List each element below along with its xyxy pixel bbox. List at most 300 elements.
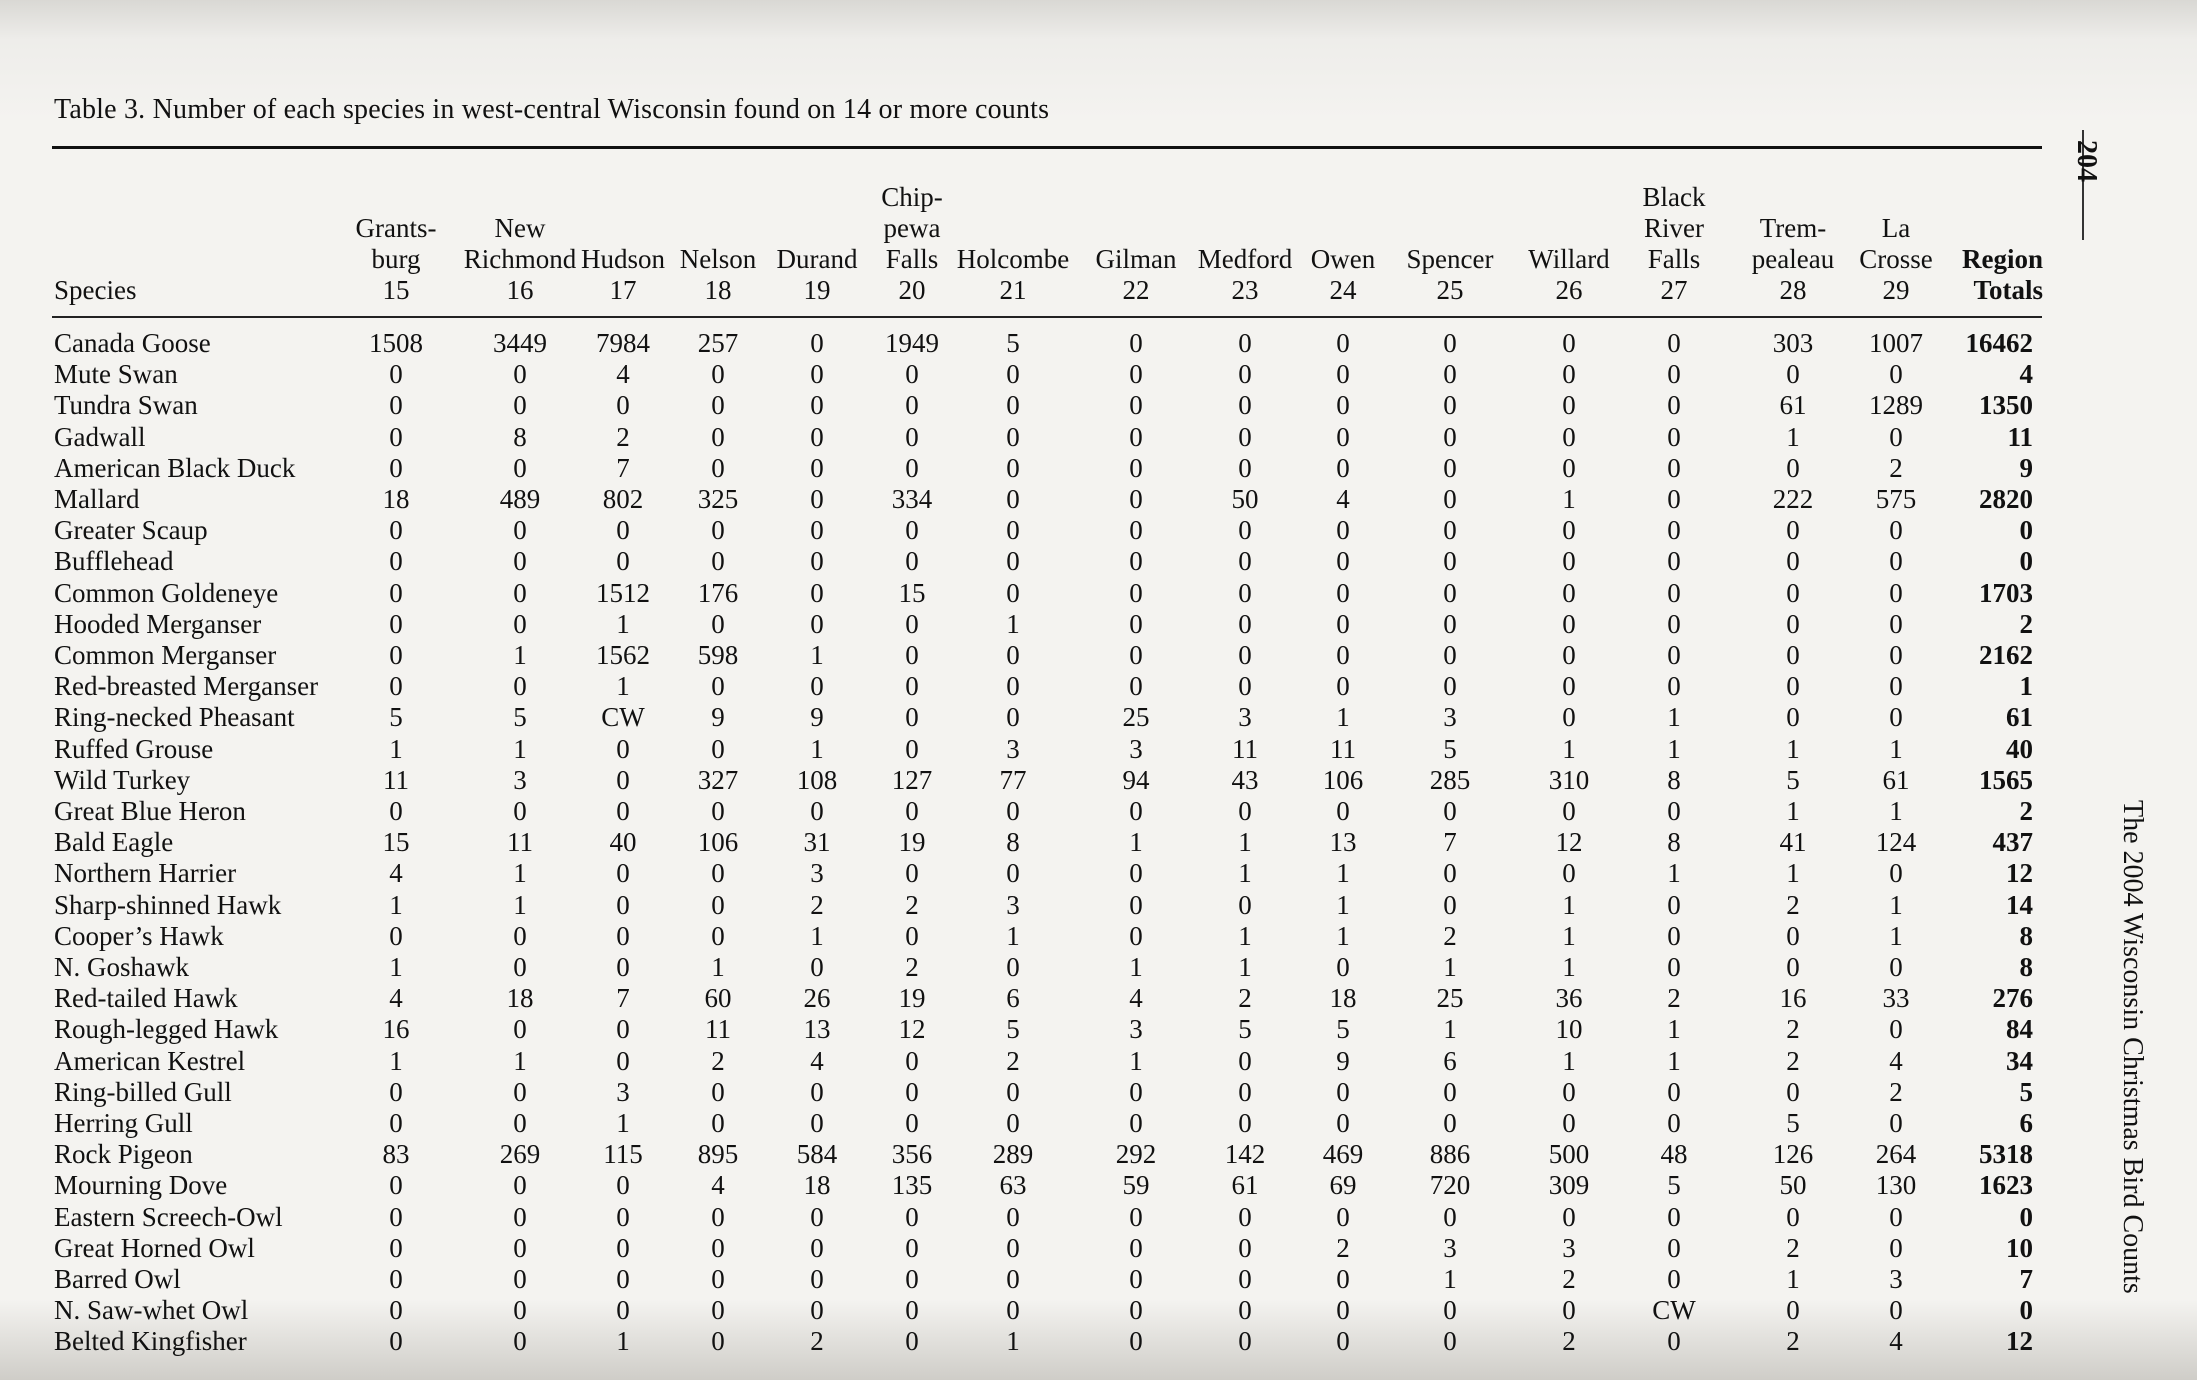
page-number: 204: [2071, 140, 2102, 182]
count-cell: 5: [1786, 764, 1800, 795]
count-cell: 0: [1667, 1201, 1681, 1232]
count-cell: 0: [711, 359, 725, 390]
count-cell: 0: [1129, 608, 1143, 639]
table-row: [0, 1046, 2060, 1077]
count-cell: 1: [1562, 952, 1576, 982]
count-cell: 0: [616, 764, 630, 795]
count-cell: 0: [1129, 390, 1143, 421]
column-header-text: Durand: [776, 244, 858, 274]
count-cell: 0: [513, 359, 527, 390]
count-cell: 0: [389, 1201, 403, 1232]
count-cell: 886: [1429, 1139, 1471, 1170]
running-head: The 2004 Wisconsin Christmas Bird Counts: [2117, 800, 2148, 1294]
count-cell: 0: [905, 452, 919, 483]
table-row: [0, 827, 2060, 858]
count-cell: 2: [1562, 1264, 1576, 1294]
count-cell: 0: [905, 421, 919, 452]
count-cell: 0: [1443, 546, 1457, 577]
count-cell: 6: [1443, 1045, 1457, 1076]
count-cell: 0: [905, 1232, 919, 1263]
count-cell: 0: [1786, 1201, 1800, 1232]
count-cell: 0: [1006, 702, 1020, 733]
column-header-text: Richmond: [463, 244, 577, 274]
table-row: [0, 422, 2060, 453]
count-cell: 2: [1238, 983, 1252, 1014]
count-cell: 5: [1443, 733, 1457, 764]
count-cell: 94: [1122, 764, 1150, 795]
column-header-text: Trem-: [1759, 213, 1827, 243]
count-cell: 0: [1443, 608, 1457, 639]
count-cell: 1: [1667, 858, 1681, 889]
count-cell: 124: [1875, 827, 1917, 858]
region-total-cell: 14: [2006, 889, 2033, 920]
count-cell: 0: [1006, 952, 1020, 982]
count-cell: 1: [810, 640, 824, 670]
count-cell: 0: [905, 796, 919, 826]
region-total-cell: 34: [2006, 1045, 2033, 1076]
table-row: [0, 484, 2060, 515]
count-cell: 8: [513, 421, 527, 452]
count-cell: 0: [1129, 796, 1143, 826]
count-cell: CW: [601, 702, 645, 733]
count-cell: 1: [1562, 484, 1576, 514]
count-cell: 18: [506, 983, 534, 1014]
count-cell: 1: [1006, 1326, 1020, 1357]
species-name: Wild Turkey: [54, 764, 191, 795]
count-cell: 0: [1667, 515, 1681, 546]
count-cell: 0: [1667, 889, 1681, 920]
count-cell: 0: [389, 515, 403, 546]
species-name: Red-tailed Hawk: [54, 983, 238, 1014]
count-cell: 5: [1006, 1014, 1020, 1045]
table-row: [0, 983, 2060, 1014]
count-cell: 0: [1562, 359, 1576, 390]
count-cell: 0: [1336, 452, 1350, 483]
column-count-number: 21: [999, 275, 1027, 305]
count-cell: 0: [389, 1076, 403, 1107]
count-cell: 289: [992, 1139, 1034, 1170]
count-cell: 1: [810, 733, 824, 764]
count-cell: 0: [389, 421, 403, 452]
species-name: Common Goldeneye: [54, 577, 279, 608]
table-row: [0, 578, 2060, 609]
count-cell: 8: [1667, 764, 1681, 795]
count-cell: 6: [1006, 983, 1020, 1014]
count-cell: 1: [616, 608, 630, 639]
count-cell: 0: [1006, 359, 1020, 390]
count-cell: 0: [389, 546, 403, 577]
count-cell: 11: [1232, 733, 1258, 764]
count-cell: 1562: [596, 640, 650, 670]
count-cell: 0: [513, 1326, 527, 1357]
count-cell: 0: [1006, 452, 1020, 483]
count-cell: 4: [1889, 1045, 1903, 1076]
count-cell: 5: [1667, 1170, 1681, 1201]
count-cell: 0: [810, 390, 824, 421]
count-cell: 0: [1786, 546, 1800, 577]
count-cell: 0: [1667, 421, 1681, 452]
count-cell: 1: [1786, 421, 1800, 452]
column-count-number: 26: [1555, 275, 1583, 305]
count-cell: 0: [513, 1232, 527, 1263]
count-cell: 1: [1667, 1045, 1681, 1076]
column-count-number: 23: [1231, 275, 1259, 305]
count-cell: 11: [507, 827, 533, 858]
species-name: Cooper’s Hawk: [54, 920, 224, 951]
region-total-cell: 16462: [1965, 328, 2033, 358]
count-cell: 59: [1122, 1170, 1150, 1201]
species-name: Northern Harrier: [54, 858, 237, 889]
count-cell: 1: [1786, 858, 1800, 889]
count-cell: 33: [1882, 983, 1910, 1014]
count-cell: 0: [513, 390, 527, 421]
count-cell: 0: [711, 796, 725, 826]
count-cell: 0: [513, 577, 527, 608]
count-cell: 0: [1786, 1295, 1800, 1326]
species-name: Sharp-shinned Hawk: [54, 889, 282, 920]
count-cell: 0: [1443, 359, 1457, 390]
count-cell: 1: [1562, 1045, 1576, 1076]
region-total-cell: 84: [2006, 1014, 2033, 1045]
count-cell: 0: [1667, 952, 1681, 982]
count-cell: 106: [697, 827, 739, 858]
count-cell: 0: [1129, 1295, 1143, 1326]
table-row: [0, 515, 2060, 546]
count-cell: 0: [905, 359, 919, 390]
count-cell: 3: [1889, 1264, 1903, 1294]
count-cell: 11: [383, 764, 409, 795]
count-cell: 1: [389, 952, 403, 982]
species-name: N. Saw-whet Owl: [54, 1295, 249, 1326]
count-cell: 0: [1006, 421, 1020, 452]
count-cell: 0: [513, 1076, 527, 1107]
count-cell: 0: [711, 1108, 725, 1138]
column-header-text: River: [1644, 213, 1704, 243]
region-total-cell: 2: [2019, 608, 2033, 639]
region-total-cell: 9: [2019, 452, 2033, 483]
column-header-21: [933, 244, 1093, 306]
count-cell: 0: [810, 1076, 824, 1107]
count-cell: 127: [891, 764, 933, 795]
count-cell: 0: [810, 484, 824, 514]
count-cell: 0: [810, 421, 824, 452]
count-cell: 40: [609, 827, 637, 858]
count-cell: 0: [905, 546, 919, 577]
table-row: [0, 1170, 2060, 1201]
count-cell: 0: [1129, 328, 1143, 358]
count-cell: 0: [513, 608, 527, 639]
count-cell: 2: [1443, 920, 1457, 951]
count-cell: 0: [1238, 1295, 1252, 1326]
count-cell: 1: [1562, 920, 1576, 951]
count-cell: 2: [1667, 983, 1681, 1014]
count-cell: 0: [1889, 1295, 1903, 1326]
count-cell: 2: [1786, 1045, 1800, 1076]
column-header-text: Willard: [1528, 244, 1610, 274]
count-cell: 0: [1667, 546, 1681, 577]
count-cell: 895: [697, 1139, 739, 1170]
count-cell: 0: [513, 1295, 527, 1326]
region-total-cell: 10: [2006, 1232, 2033, 1263]
count-cell: 0: [1336, 1108, 1350, 1138]
table-row: [0, 890, 2060, 921]
region-total-cell: 5: [2019, 1076, 2033, 1107]
count-cell: 0: [810, 546, 824, 577]
count-cell: 176: [697, 577, 739, 608]
count-cell: 0: [389, 1326, 403, 1357]
count-cell: 0: [1129, 889, 1143, 920]
species-name: Great Blue Heron: [54, 796, 246, 826]
count-cell: 0: [1129, 671, 1143, 702]
species-name: Barred Owl: [54, 1264, 181, 1294]
count-cell: 0: [1667, 484, 1681, 514]
count-cell: 292: [1115, 1139, 1157, 1170]
region-total-cell: 1623: [1979, 1170, 2033, 1201]
count-cell: 7: [616, 452, 630, 483]
count-cell: 0: [513, 796, 527, 826]
region-total-cell: 8: [2019, 920, 2033, 951]
count-cell: 0: [1562, 702, 1576, 733]
count-cell: 0: [513, 546, 527, 577]
count-cell: 0: [1336, 952, 1350, 982]
count-cell: 1: [711, 952, 725, 982]
count-cell: 0: [1889, 515, 1903, 546]
count-cell: 0: [1667, 671, 1681, 702]
count-cell: 598: [697, 640, 739, 670]
count-cell: 0: [616, 515, 630, 546]
column-header-text: pewa: [883, 213, 941, 243]
count-cell: 0: [1562, 421, 1576, 452]
count-cell: 0: [711, 1201, 725, 1232]
count-cell: 0: [1889, 1201, 1903, 1232]
count-cell: 0: [1006, 546, 1020, 577]
count-cell: 0: [1129, 359, 1143, 390]
species-name: Tundra Swan: [54, 390, 198, 421]
count-cell: 0: [1889, 1232, 1903, 1263]
count-cell: 325: [697, 484, 739, 514]
count-cell: 0: [616, 920, 630, 951]
count-cell: 0: [711, 1295, 725, 1326]
count-cell: 1: [1238, 827, 1252, 858]
count-cell: 0: [1889, 1014, 1903, 1045]
count-cell: 0: [1667, 1232, 1681, 1263]
column-count-number: 28: [1779, 275, 1807, 305]
count-cell: 0: [810, 1295, 824, 1326]
count-cell: 3: [1562, 1232, 1576, 1263]
column-count-number: 22: [1122, 275, 1150, 305]
region-total-cell: 2820: [1979, 484, 2033, 514]
count-cell: 0: [1889, 546, 1903, 577]
count-cell: 0: [1336, 546, 1350, 577]
count-cell: 0: [1336, 608, 1350, 639]
count-cell: 0: [1786, 1076, 1800, 1107]
count-cell: 7: [616, 983, 630, 1014]
count-cell: 0: [513, 1108, 527, 1138]
count-cell: 0: [1238, 515, 1252, 546]
count-cell: 9: [810, 702, 824, 733]
table-row: [0, 1139, 2060, 1170]
count-cell: 2: [1336, 1232, 1350, 1263]
count-cell: 25: [1436, 983, 1464, 1014]
count-cell: 1: [1129, 952, 1143, 982]
count-cell: 0: [1667, 640, 1681, 670]
count-cell: 0: [1006, 1076, 1020, 1107]
species-name: American Black Duck: [54, 452, 296, 483]
count-cell: 469: [1322, 1139, 1364, 1170]
count-cell: 83: [382, 1139, 410, 1170]
table-title: Table 3. Number of each species in west-central Wisconsin found on 14 or more counts: [54, 94, 1050, 125]
species-name: Belted Kingfisher: [54, 1326, 247, 1357]
count-cell: 0: [389, 390, 403, 421]
count-cell: 0: [513, 671, 527, 702]
count-cell: 0: [1006, 1108, 1020, 1138]
count-cell: 16: [1779, 983, 1807, 1014]
count-cell: 0: [1238, 640, 1252, 670]
column-header-text: Owen: [1310, 244, 1376, 274]
count-cell: 1: [1786, 733, 1800, 764]
count-cell: 13: [1329, 827, 1357, 858]
count-cell: 0: [389, 920, 403, 951]
header-rule: [52, 316, 2042, 318]
table-row: [0, 546, 2060, 577]
count-cell: 0: [1889, 1108, 1903, 1138]
count-cell: 3: [1006, 889, 1020, 920]
count-cell: 0: [1129, 1264, 1143, 1294]
count-cell: 0: [905, 1326, 919, 1357]
count-cell: 0: [1443, 328, 1457, 358]
count-cell: 0: [1006, 577, 1020, 608]
count-cell: 0: [389, 796, 403, 826]
count-cell: 0: [1786, 702, 1800, 733]
table-row: [0, 1233, 2060, 1264]
count-cell: 2: [1006, 1045, 1020, 1076]
count-cell: 0: [616, 546, 630, 577]
count-cell: 0: [1562, 858, 1576, 889]
count-cell: 0: [389, 1264, 403, 1294]
count-cell: 0: [1786, 920, 1800, 951]
count-cell: 18: [1329, 983, 1357, 1014]
count-cell: 142: [1224, 1139, 1266, 1170]
count-cell: 310: [1548, 764, 1590, 795]
table-row: [0, 952, 2060, 983]
count-cell: 0: [1443, 484, 1457, 514]
count-cell: 3: [513, 764, 527, 795]
count-cell: 1: [389, 889, 403, 920]
count-cell: 0: [1129, 546, 1143, 577]
count-cell: 26: [803, 983, 831, 1014]
count-cell: 0: [1667, 577, 1681, 608]
count-cell: 4: [1336, 484, 1350, 514]
column-count-number: 27: [1660, 275, 1688, 305]
species-name: American Kestrel: [54, 1045, 246, 1076]
count-cell: 0: [1129, 484, 1143, 514]
count-cell: 0: [1443, 421, 1457, 452]
species-name: Hooded Merganser: [54, 608, 262, 639]
count-cell: 0: [1443, 671, 1457, 702]
count-cell: 303: [1772, 328, 1814, 358]
region-totals-header: [1933, 244, 2043, 306]
count-cell: 2: [905, 889, 919, 920]
count-cell: 19: [898, 983, 926, 1014]
count-cell: 0: [1238, 328, 1252, 358]
count-cell: 43: [1231, 764, 1259, 795]
count-cell: 18: [382, 484, 410, 514]
count-cell: 0: [1443, 796, 1457, 826]
count-cell: 41: [1779, 827, 1807, 858]
count-cell: 61: [1779, 390, 1807, 421]
column-count-number: 25: [1436, 275, 1464, 305]
count-cell: 0: [1006, 1295, 1020, 1326]
count-cell: 489: [499, 484, 541, 514]
count-cell: 5: [513, 702, 527, 733]
count-cell: 1: [1443, 1014, 1457, 1045]
count-cell: 1: [1336, 889, 1350, 920]
count-cell: 285: [1429, 764, 1471, 795]
count-cell: 2: [905, 952, 919, 982]
count-cell: 0: [1786, 671, 1800, 702]
species-name: Mute Swan: [54, 359, 178, 390]
column-count-number: 17: [609, 275, 637, 305]
count-cell: 0: [905, 1201, 919, 1232]
count-cell: 0: [616, 1295, 630, 1326]
count-cell: 0: [1238, 577, 1252, 608]
count-cell: 0: [1786, 452, 1800, 483]
count-cell: 61: [1231, 1170, 1259, 1201]
count-cell: 0: [905, 1045, 919, 1076]
count-cell: 0: [1129, 640, 1143, 670]
region-total-cell: 1350: [1979, 390, 2033, 421]
count-cell: 0: [1336, 328, 1350, 358]
column-header-text: New: [494, 213, 546, 243]
count-cell: 50: [1779, 1170, 1807, 1201]
count-cell: 0: [1238, 671, 1252, 702]
count-cell: 16: [382, 1014, 410, 1045]
count-cell: 0: [1238, 1076, 1252, 1107]
count-cell: 1: [389, 1045, 403, 1076]
species-name: Common Merganser: [54, 640, 277, 670]
count-cell: 5: [1786, 1108, 1800, 1138]
count-cell: 0: [1238, 1045, 1252, 1076]
column-header-text: Black: [1642, 182, 1706, 212]
count-cell: 0: [905, 1295, 919, 1326]
count-cell: 1: [1667, 1014, 1681, 1045]
count-cell: 1: [1889, 733, 1903, 764]
count-cell: 264: [1875, 1139, 1917, 1170]
count-cell: 0: [810, 328, 824, 358]
count-cell: 1: [1786, 796, 1800, 826]
count-cell: 4: [810, 1045, 824, 1076]
count-cell: 0: [711, 858, 725, 889]
count-cell: 135: [891, 1170, 933, 1201]
region-total-cell: 0: [2019, 546, 2033, 577]
count-cell: 50: [1231, 484, 1259, 514]
column-header-text: Medford: [1197, 244, 1293, 274]
count-cell: 1: [810, 920, 824, 951]
count-cell: 0: [1562, 546, 1576, 577]
region-total-cell: 4: [2019, 359, 2033, 390]
count-cell: 0: [1129, 452, 1143, 483]
count-cell: 2: [711, 1045, 725, 1076]
count-cell: 584: [796, 1139, 838, 1170]
count-cell: 0: [513, 920, 527, 951]
region-total-cell: 1703: [1979, 577, 2033, 608]
count-cell: 0: [905, 640, 919, 670]
count-cell: 0: [616, 889, 630, 920]
species-name: Great Horned Owl: [54, 1232, 255, 1263]
count-cell: 0: [810, 671, 824, 702]
count-cell: 0: [810, 359, 824, 390]
count-cell: 0: [1443, 1076, 1457, 1107]
